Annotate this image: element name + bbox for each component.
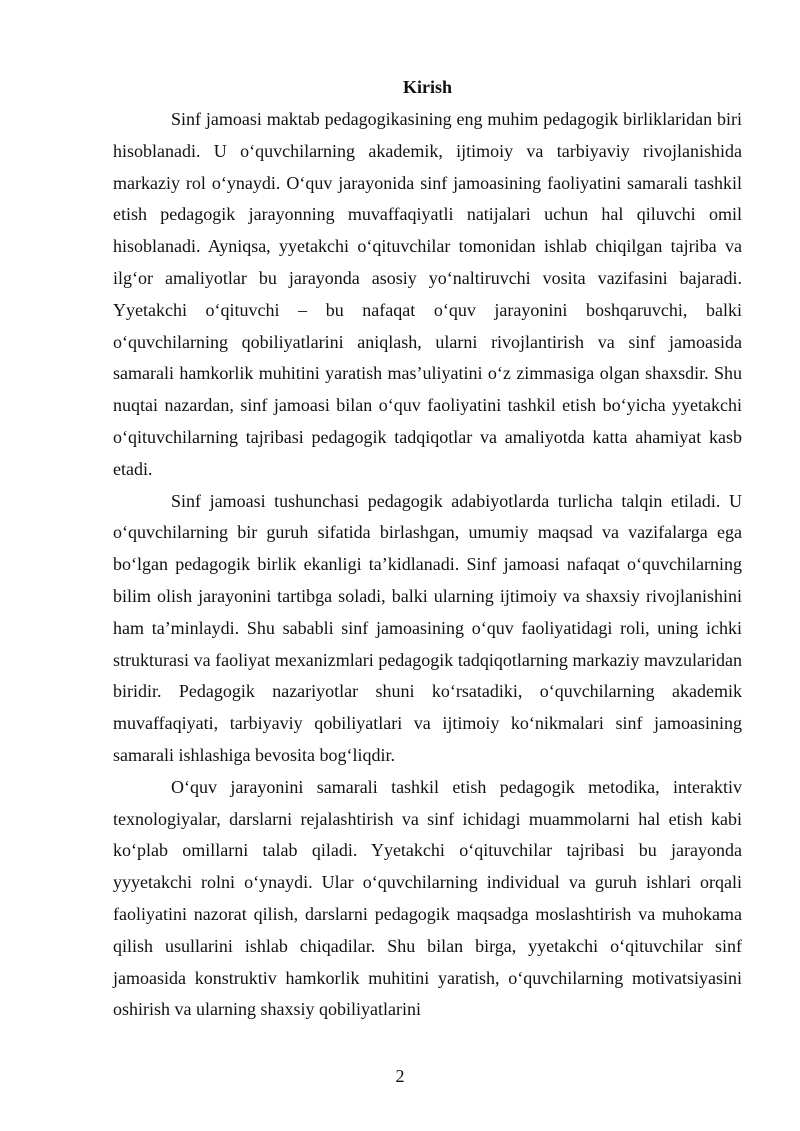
body-text <box>113 104 742 1026</box>
section-title: Kirish <box>402 77 452 97</box>
paragraph-3: O‘quv jarayonini samarali tashkil etish pedagogik metodika, interaktiv texnologiyalar, darslarni rejalashtirish va sinf ichidagi muammolarni hal etish kabi ko‘plab omillarni talab qiladi. Yyetakchi o‘qituvchilar tajribasi bu jarayonda yyyetakchi rolni o‘ynaydi. Ular o‘quvchilarning individual va guruh ishlari orqali faoliyatini nazorat qilish, darslarni pedagogik maqsadga moslashtirish va muhokama qilish usullarini ishlab chiqadilar. Shu bilan birga, yyetakchi o‘qituvchilar sinf jamoasida konstruktiv hamkorlik muhitini yaratish, o‘quvchilarning motivatsiyasini oshirish va ularning shaxsiy qobiliyatlarini <box>113 776 742 1020</box>
page-number: 2 <box>395 1066 405 1086</box>
paragraph-1: Sinf jamoasi maktab pedagogikasining eng muhim pedagogik birliklaridan biri hisoblanadi. U o‘quvchilarning akademik, ijtimoiy va tarbiyaviy rivojlanishida markaziy rol o‘ynaydi. O‘quv jarayonida sinf jamoasining faoliyatini samarali tashkil etish pedagogik jarayonning muvaffaqiyatli natijalari uchun hal qiluvchi omil hisoblanadi. Ayniqsa, yyetakchi o‘qituvchilar tomonidan ishlab chiqilgan tajriba va ilg‘or amaliyotlar bu jarayonda asosiy yo‘naltiruvchi vosita vazifasini bajaradi. Yyetakchi o‘qituvchi – bu nafaqat o‘quv jarayonini boshqaruvchi, balki o‘quvchilarning qobiliyatlarini aniqlash, ularni rivojlantirish va sinf jamoasida samarali hamkorlik muhitini yaratish mas’uliyatini o‘z zimmasiga olgan shaxsdir. Shu nuqtai nazardan, sinf jamoasi bilan o‘quv faoliyatini tashkil etish bo‘yicha yyetakchi o‘qituvchilarning tajribasi pedagogik tadqiqotlar va amaliyotda katta ahamiyat kasb etadi. <box>113 109 742 479</box>
paragraph-2: Sinf jamoasi tushunchasi pedagogik adabiyotlarda turlicha talqin etiladi. U o‘quvchilarning bir guruh sifatida birlashgan, umumiy maqsad va vazifalarga ega bo‘lgan pedagogik birlik ekanligi ta’kidlanadi. Sinf jamoasi nafaqat o‘quvchilarning bilim olish jarayonini tartibga soladi, balki ularning ijtimoiy va shaxsiy rivojlanishini ham ta’minlaydi. Shu sababli sinf jamoasining o‘quv faoliyatidagi roli, uning ichki strukturasi va faoliyat mexanizmlari pedagogik tadqiqotlarning markaziy mavzularidan biridir. Pedagogik nazariyotlar shuni ko‘rsatadiki, o‘quvchilarning akademik muvaffaqiyati, tarbiyaviy qobiliyatlari va ijtimoiy ko‘nikmalari sinf jamoasining samarali ishlashiga bevosita bog‘liqdir. <box>113 490 742 765</box>
